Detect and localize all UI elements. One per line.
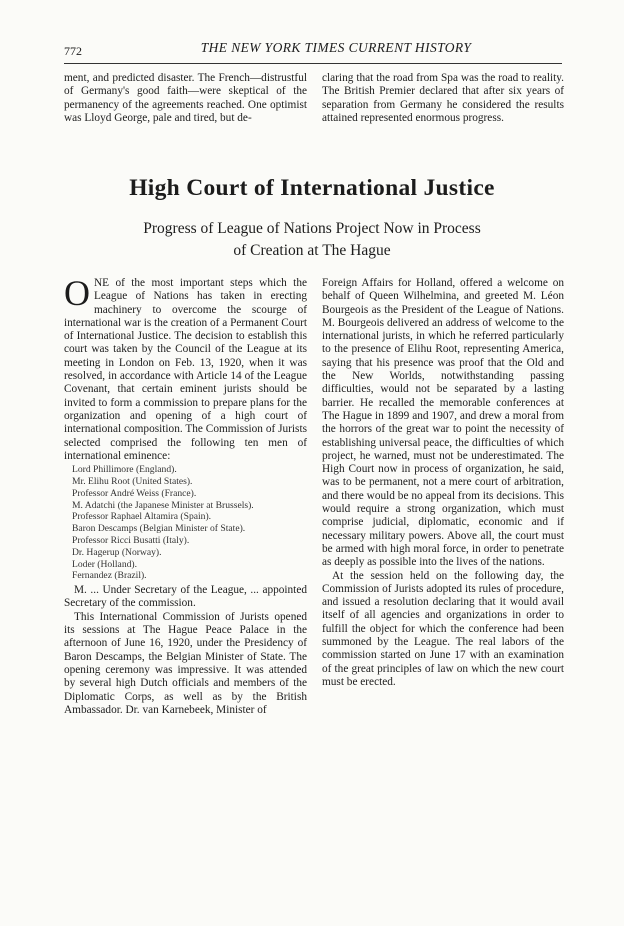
- header-rule: [64, 63, 562, 64]
- carryover-text-right: claring that the road from Spa was the road to reality. The British Premier declared that after six years of separation from Germany he considered the results attained represented enormous progress.: [322, 72, 564, 124]
- list-item: Professor Ricci Busatti (Italy).: [72, 534, 190, 546]
- subtitle-line-2: of Creation at The Hague: [233, 242, 391, 259]
- page-header: [64, 40, 564, 60]
- subtitle-line-1: Progress of League of Nations Project Now in Process: [143, 220, 481, 237]
- article-subtitle: [60, 218, 564, 262]
- list-item: Professor Raphael Altamira (Spain).: [72, 511, 212, 523]
- session-paragraph: At the session held on the following day, the Commission of Jurists adopted its rules of procedure, and issued a resolution declaring that it would avail itself of all agencies and organizations in order to fulfill the object for which the conference had been summoned by the League. The real labors of the commission started on June 17 with an examination of the great principles of law on which the new court must be erected.: [322, 569, 564, 688]
- list-item: Lord Phillimore (England).: [72, 464, 177, 476]
- jurists-list: [64, 464, 307, 582]
- opening-paragraph: [64, 273, 307, 463]
- carryover-text-left: ment, and predicted disaster. The French—distrustful of Germany's good faith—were skeptical of the permanency of the agreements reached. One optimist was Lloyd George, pale and tired, but de-: [64, 72, 307, 124]
- commission-paragraph: This International Commission of Jurists opened its sessions at The Hague Peace Palace in the afternoon of June 16, 1920, under the Presidency of Baron Descamps, the Belgian Minister of State. The opening ceremony was impressive. It was attended by several high Dutch officials and members of the Diplomatic Corps, as well as by the British Ambassador. Dr. van Karnebeek, Minister of: [64, 610, 307, 716]
- secretary-paragraph: M. ... Under Secretary of the League, ... appointed Secretary of the commission.: [64, 584, 307, 610]
- list-item: Fernandez (Brazil).: [72, 570, 147, 582]
- list-item: Mr. Elihu Root (United States).: [72, 475, 193, 487]
- page-number: 772: [64, 44, 82, 58]
- drop-cap: O: [64, 273, 90, 313]
- top-right-column: [322, 72, 564, 125]
- article-title: High Court of International Justice: [129, 175, 495, 201]
- main-left-column: [64, 273, 307, 717]
- list-item: Baron Descamps (Belgian Minister of State).: [72, 523, 246, 535]
- top-left-column: [64, 72, 307, 125]
- list-item: M. Adatchi (the Japanese Minister at Brussels).: [72, 499, 254, 511]
- opening-text: NE of the most important steps which the League of Nations has taken in erecting machinery to overcome the scourge of international war is the creation of a Permanent Court of International Justice. The decision to establish this court was taken by the Council of the League at its meeting in London on Feb. 13, 1920, when it was resolved, in accordance with Article 14 of the League Covenant, that certain eminent jurists should be invited to form a commission to prepare plans for the organization and opening of a high court of international composition. The Commission of Jurists selected comprised the following ten men of international eminence:: [64, 277, 307, 462]
- list-item: Loder (Holland).: [72, 558, 138, 570]
- list-item: Professor André Weiss (France).: [72, 487, 197, 499]
- running-title: THE NEW YORK TIMES CURRENT HISTORY: [200, 40, 472, 55]
- main-right-column: [322, 277, 564, 689]
- welcome-paragraph: Foreign Affairs for Holland, offered a welcome on behalf of Queen Wilhelmina, and greeted M. Léon Bourgeois as the President of the League of Nations. M. Bourgeois delivered an address of welcome to the international jurists, in which he referred particularly to the presence of Elihu Root, representing America, saying that his presence was proof that the Old and the New Worlds, notwithstanding passing difficulties, would not be separated by a lasting barrier. He recalled the memorable conferences at The Hague in 1899 and 1907, and drew a moral from the horrors of the great war to point the necessity of establishing universal peace, the difficulties of which project, he warned, must not be underestimated. The High Court now in process of organization, he said, was to be permanent, not a mere court of arbitration, and there would be no appeal from its decisions. This would require a strong organization, which must comprise judicial, diplomatic, economic and if necessary military powers. Above all, the court must be armed with high moral force, in order to penetrate as deeply as possible into the lives of the nations.: [322, 277, 564, 569]
- list-item: Dr. Hagerup (Norway).: [72, 546, 162, 558]
